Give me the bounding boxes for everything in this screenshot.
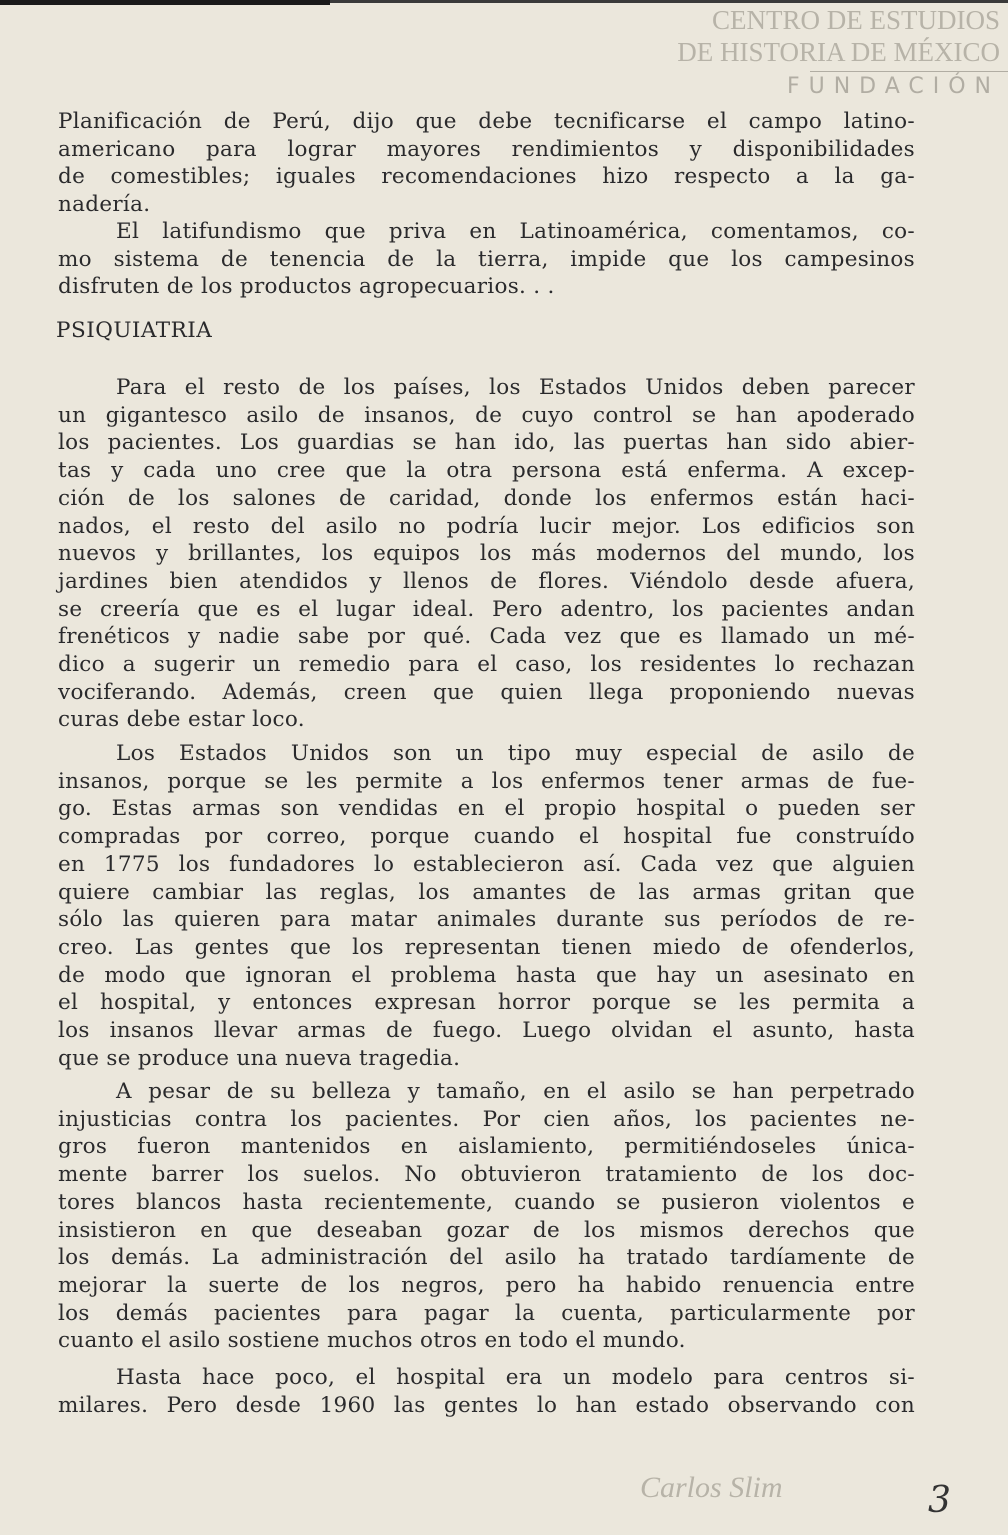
watermark-centro [600, 4, 1000, 68]
text-line: A pesar de su belleza y tamaño, en el asilo se han perpetrado [116, 1079, 915, 1104]
page-number: 3 [928, 1480, 951, 1521]
text-line: un gigantesco asilo de insanos, de cuyo control se han apoderado [58, 402, 915, 428]
watermark-line: ESTUDIOS [869, 5, 1000, 35]
intro-paragraph-1 [58, 108, 915, 219]
text-line: El latifundismo que priva en Latinoamérica, comentamos, co- [116, 219, 915, 244]
text-line: los demás. La administración del asilo ha tratado tardíamente de [58, 1245, 915, 1271]
section-heading: PSIQUIATRIA [56, 318, 213, 343]
text-line: Hasta hace poco, el hospital era un modelo para centros si- [116, 1365, 915, 1390]
text-line: frenéticos y nadie sabe por qué. Cada vez que es llamado un mé- [58, 624, 915, 650]
text-line: insistieron en que deseaban gozar de los mismos derechos que [58, 1217, 915, 1243]
text-line: Planificación de Perú, dijo que debe tecnificarse el campo latino- [58, 109, 915, 134]
text-line: los pacientes. Los guardias se han ido, las puertas han sido abier- [58, 430, 915, 456]
text-line: tores blancos hasta recientemente, cuando se pusieron violentos e [58, 1189, 915, 1215]
text-line: Los Estados Unidos son un tipo muy especial de asilo de [116, 741, 915, 766]
scan-edge [0, 0, 330, 5]
text-line: en 1775 los fundadores lo establecieron así. Cada vez que alguien [58, 851, 915, 877]
watermark-foundation: FUNDACIÓN [786, 74, 1000, 99]
text-line: se creería que es el lugar ideal. Pero adentro, los pacientes andan [58, 596, 915, 622]
text-line: compradas por correo, porque cuando el hospital fue construído [58, 824, 915, 850]
text-line: sólo las quieren para matar animales durante sus períodos de re- [58, 907, 915, 933]
text-line: Para el resto de los países, los Estados Unidos deben parecer [116, 375, 915, 400]
text-line: que se produce una nueva tragedia. [58, 1045, 461, 1071]
text-line: nadería. [58, 192, 151, 218]
text-line: ción de los salones de caridad, donde los enfermos están haci- [58, 485, 915, 511]
body-paragraph-1 [58, 374, 915, 734]
text-line: tas y cada uno cree que la otra persona está enferma. A excep- [58, 458, 915, 484]
text-line: quiere cambiar las reglas, los amantes de las armas gritan que [58, 879, 915, 905]
text-line: nuevos y brillantes, los equipos los más modernos del mundo, los [58, 541, 915, 567]
text-line: los demás pacientes para pagar la cuenta, particularmente por [58, 1300, 915, 1326]
watermark-line: DE HISTORIA [677, 37, 844, 67]
text-line: milares. Pero desde 1960 las gentes lo han estado observando con [58, 1392, 915, 1418]
text-line: cuanto el asilo sostiene muchos otros en todo el mundo. [58, 1328, 686, 1354]
watermark-divider [810, 71, 1008, 72]
text-line: go. Estas armas son vendidas en el propio hospital o pueden ser [58, 796, 915, 822]
watermark-line: DE MÉXICO [850, 37, 1000, 67]
text-line: jardines bien atendidos y llenos de flores. Viéndolo desde afuera, [58, 568, 915, 594]
intro-paragraph-2 [58, 218, 915, 301]
text-line: gros fueron mantenidos en aislamiento, permitiéndoseles única- [58, 1134, 915, 1160]
text-line: disfruten de los productos agropecuarios. . . [58, 274, 555, 300]
watermark-signature: Carlos Slim [640, 1471, 783, 1504]
text-line: los insanos llevar armas de fuego. Luego olvidan el asunto, hasta [58, 1018, 915, 1044]
text-line: mejorar la suerte de los negros, pero ha habido renuencia entre [58, 1272, 915, 1298]
scan-edge [330, 0, 1008, 3]
text-line: mente barrer los suelos. No obtuvieron tratamiento de los doc- [58, 1162, 915, 1188]
text-line: americano para lograr mayores rendimientos y disponibilidades [58, 136, 915, 162]
watermark-row [600, 4, 1000, 36]
text-line: mo sistema de tenencia de la tierra, impide que los campesinos [58, 246, 915, 272]
watermark-line: CENTRO DE [711, 5, 863, 35]
text-line: vociferando. Además, creen que quien llega proponiendo nuevas [58, 679, 915, 705]
watermark-row [600, 36, 1000, 68]
text-line: curas debe estar loco. [58, 707, 305, 733]
text-line: creo. Las gentes que los representan tienen miedo de ofenderlos, [58, 934, 915, 960]
text-line: insanos, porque se les permite a los enfermos tener armas de fue- [58, 768, 915, 794]
body-paragraph-2 [58, 740, 915, 1072]
body-paragraph-3 [58, 1078, 915, 1355]
text-line: nados, el resto del asilo no podría lucir mejor. Los edificios son [58, 513, 915, 539]
body-paragraph-4 [58, 1364, 915, 1419]
text-line: de comestibles; iguales recomendaciones hizo respecto a la ga- [58, 164, 915, 190]
text-line: dico a sugerir un remedio para el caso, los residentes lo rechazan [58, 652, 915, 678]
text-line: de modo que ignoran el problema hasta que hay un asesinato en [58, 962, 915, 988]
text-line: el hospital, y entonces expresan horror porque se les permita a [58, 990, 915, 1016]
text-line: injusticias contra los pacientes. Por cien años, los pacientes ne- [58, 1106, 915, 1132]
